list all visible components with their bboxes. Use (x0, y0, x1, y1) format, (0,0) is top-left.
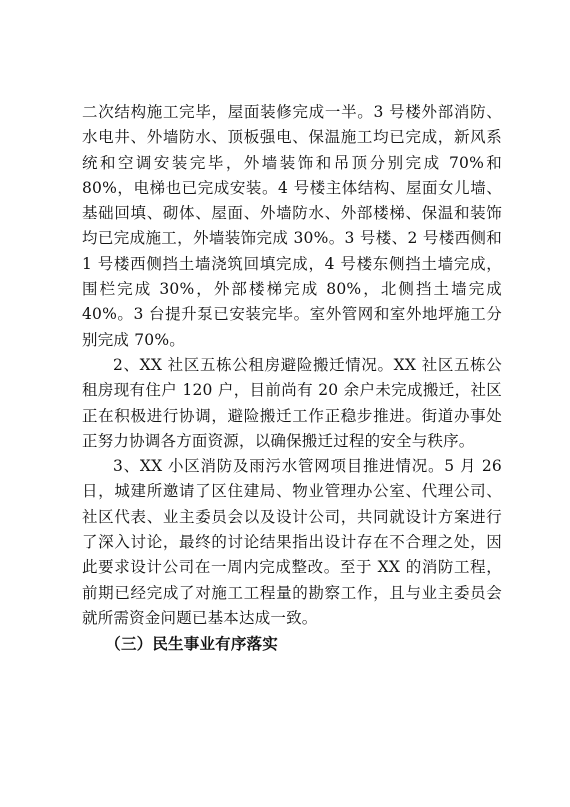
paragraph-fire-pipeline: 3、XX 小区消防及雨污水管网项目推进情况。5 月 26 日，城建所邀请了区住建局、物业管理办公室、代理公司、社区代表、业主委员会以及设计公司，共同就设计方案进行了深入讨论，最终的讨论结果指出设计存在不合理之处，因此要求设计公司在一周内完成整改。至于 XX 的消防工程，前期已经完成了对施工工程量的勘察工作，且与业主委员会就所需资金问题已基本达成一致。 (82, 457, 502, 627)
section-heading: （三）民生事业有序落实 (105, 634, 278, 654)
paragraph-relocation: 2、XX 社区五栋公租房避险搬迁情况。XX 社区五栋公租房现有住户 120 户，目前尚有 20 余户未完成搬迁，社区正在积极进行协调，避险搬迁工作正稳步推进。街道办事处正努力协调各方面资源，以确保搬迁过程的安全与秩序。 (82, 355, 502, 450)
paragraph-construction-progress: 二次结构施工完毕，屋面装修完成一半。3 号楼外部消防、水电井、外墙防水、顶板强电、保温施工均已完成，新风系统和空调安装完毕，外墙装饰和吊顶分别完成 70%和 80%，电梯也已完成安装。4 号楼主体结构、屋面女儿墙、基础回填、砌体、屋面、外墙防水、外部楼梯、保温和装饰均已完成施工，外墙装饰完成 30%。3 号楼、2 号楼西侧和 1 号楼西侧挡土墙浇筑回填完成，4 号楼东侧挡土墙完成，围栏完成 30%，外部楼梯完成 80%，北侧挡土墙完成 40%。3 台提升泵已安装完毕。室外管网和室外地坪施工分别完成 70%。 (82, 103, 502, 349)
document-body (82, 100, 502, 657)
